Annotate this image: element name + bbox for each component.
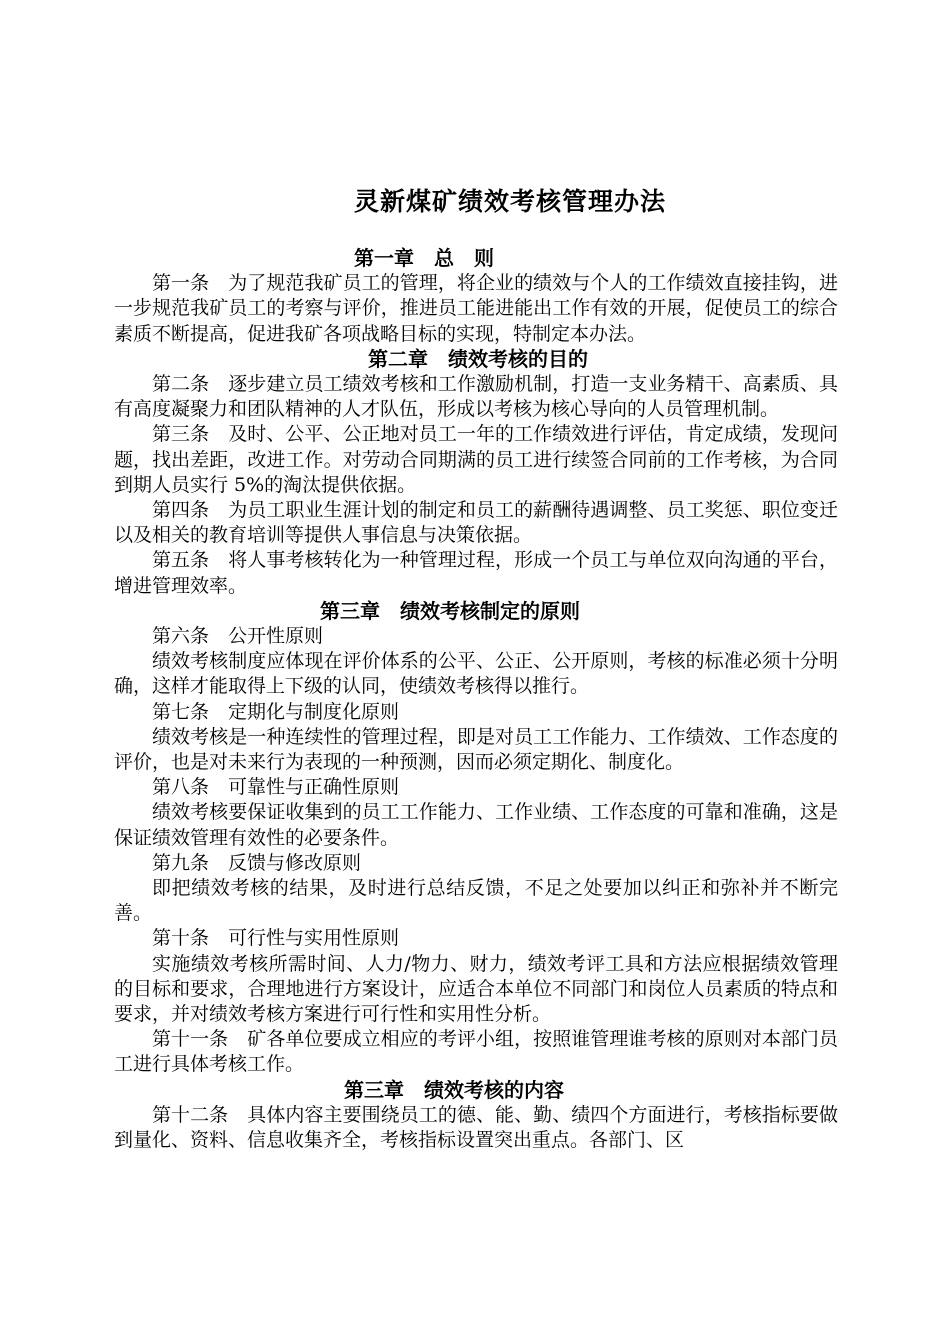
article-5: 第五条 将人事考核转化为一种管理过程，形成一个员工与单位双向沟通的平台，增进管理效率。 [114, 549, 838, 597]
document-body [114, 246, 838, 1153]
article-7-text: 绩效考核是一种连续性的管理过程，即是对员工工作能力、工作绩效、工作态度的评价，也是对未来行为表现的一种预测，因而必须定期化、制度化。 [114, 725, 838, 774]
chapter-heading: 第二章 绩效考核的目的 [368, 346, 588, 371]
article-11: 第十一条 矿各单位要成立相应的考评小组，按照谁管理谁考核的原则对本部门员工进行具体考核工作。 [114, 1028, 838, 1076]
article-2: 第二条 逐步建立员工绩效考核和工作激励机制，打造一支业务精干、高素质、具有高度凝聚力和团队精神的人才队伍，形成以考核为核心导向的人员管理机制。 [114, 372, 838, 421]
document-title: 灵新煤矿绩效考核管理办法 [353, 187, 666, 216]
article-10-text: 实施绩效考核所需时间、人力/物力、财力，绩效考评工具和方法应根据绩效管理的目标和要求，合理地进行方案设计，应适合本单位不同部门和岗位人员素质的特点和要求，并对绩效考核方案进行可行性和实用性分析。 [114, 952, 838, 1026]
chapter-heading: 第三章 绩效考核制定的原则 [320, 598, 580, 623]
article-8-heading: 第八条 可靠性与正确性原则 [152, 776, 400, 799]
article-9-text: 即把绩效考核的结果，及时进行总结反馈，不足之处要加以纠正和弥补并不断完善。 [114, 877, 838, 925]
chapter-heading: 第一章 总 则 [354, 246, 494, 270]
article-6-text: 绩效考核制度应体现在评价体系的公平、公正、公开原则，考核的标准必须十分明确，这样才能取得上下级的认同，使绩效考核得以推行。 [114, 650, 838, 698]
article-1: 第一条 为了规范我矿员工的管理，将企业的绩效与个人的工作绩效直接挂钩，进一步规范我矿员工的考察与评价，推进员工能进能出工作有效的开展，促使员工的综合素质不断提高，促进我矿各项战略目标的实现，特制定本办法。 [114, 272, 838, 345]
article-3: 第三条 及时、公平、公正地对员工一年的工作绩效进行评估，肯定成绩，发现问题，找出差距，改进工作。对劳动合同期满的员工进行续签合同前的工作考核，为合同到期人员实行 5%的淘汰提供依据。 [114, 423, 838, 496]
article-6-heading: 第六条 公开性原则 [152, 625, 324, 647]
article-10-heading: 第十条 可行性与实用性原则 [152, 927, 400, 950]
article-12: 第十二条 具体内容主要围绕员工的德、能、勤、绩四个方面进行，考核指标要做到量化、资料、信息收集齐全，考核指标设置突出重点。各部门、区 [114, 1103, 838, 1152]
article-9-heading: 第九条 反馈与修改原则 [152, 851, 362, 874]
chapter-heading: 第三章 绩效考核的内容 [344, 1077, 564, 1102]
article-8-text: 绩效考核要保证收集到的员工工作能力、工作业绩、工作态度的可靠和准确，这是保证绩效管理有效性的必要条件。 [114, 801, 838, 849]
article-4: 第四条 为员工职业生涯计划的制定和员工的薪酬待遇调整、员工奖惩、职位变迁以及相关的教育培训等提供人事信息与决策依据。 [114, 499, 838, 547]
article-7-heading: 第七条 定期化与制度化原则 [152, 700, 400, 723]
